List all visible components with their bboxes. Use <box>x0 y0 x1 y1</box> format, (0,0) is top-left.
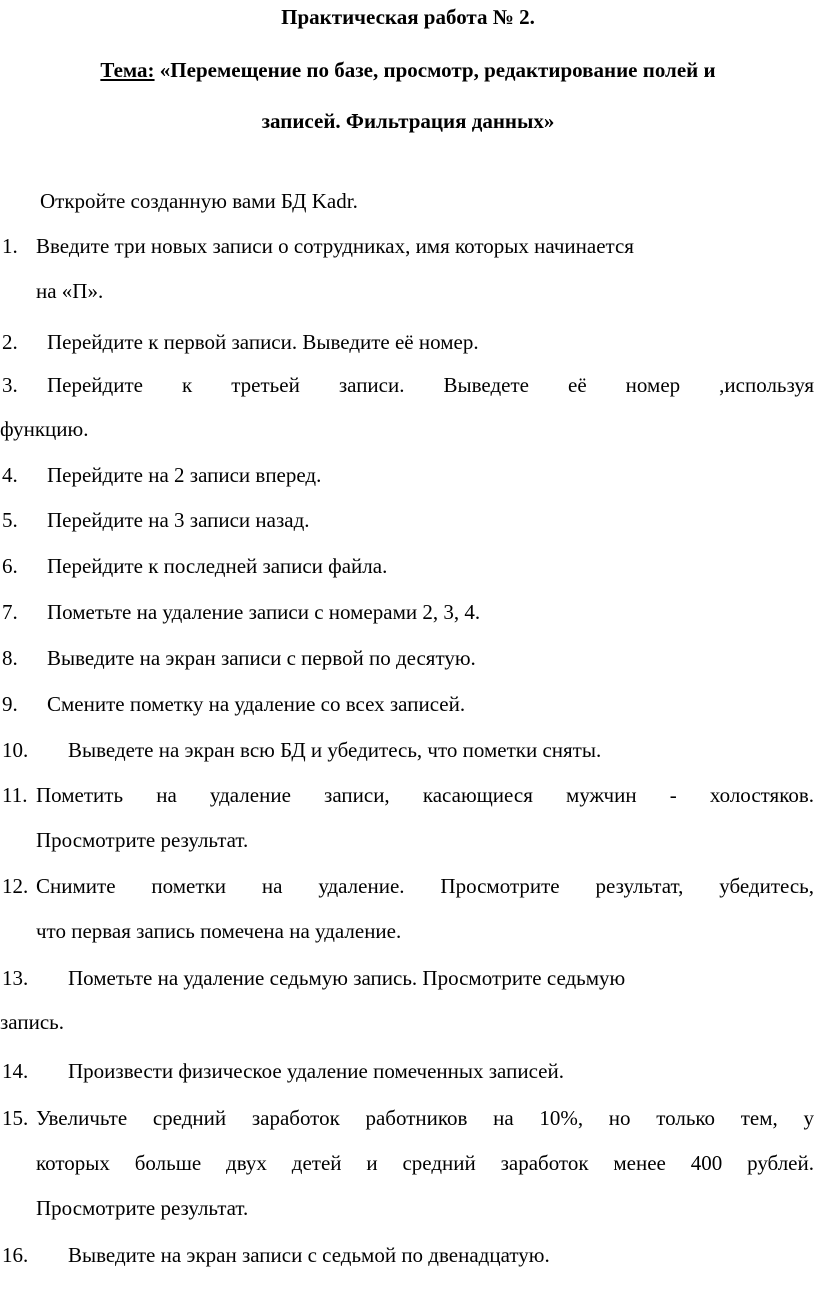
task-item-15 <box>2 1103 814 1223</box>
task-item-1 <box>0 231 816 306</box>
task-item-4 <box>2 460 321 490</box>
topic-line-1 <box>0 45 816 96</box>
task-text-line1: Перейдите к третьей записи. Выведете её номер ,используя <box>47 373 814 397</box>
task-text: Смените пометку на удаление со всех записей. <box>47 692 466 716</box>
topic-heading <box>0 45 816 147</box>
task-number: 10. <box>2 738 29 762</box>
task-text-line2: запись. <box>0 1010 64 1034</box>
task-text-line1: Пометить на удаление записи, касающиеся мужчин - холостяков. <box>36 783 814 807</box>
task-item-2 <box>2 327 479 357</box>
intro-text: Откройте созданную вами БД Kadr. <box>40 189 358 213</box>
task-text: Перейдите на 3 записи назад. <box>47 508 310 532</box>
task-item-10 <box>2 735 601 765</box>
task-line-1 <box>2 780 814 810</box>
task-number: 11. <box>2 783 28 807</box>
task-text: Пометьте на удаление записи с номерами 2, 3, 4. <box>47 600 481 624</box>
task-item-7 <box>2 597 480 627</box>
task-item-14 <box>2 1056 564 1086</box>
task-item-9 <box>2 689 465 719</box>
task-number: 6. <box>2 554 18 578</box>
task-item-11 <box>2 780 814 855</box>
task-line-1 <box>2 370 814 400</box>
task-number: 1. <box>2 234 18 258</box>
task-number: 9. <box>2 692 18 716</box>
task-text-line2: Просмотрите результат. <box>36 828 249 852</box>
task-number: 16. <box>2 1243 29 1267</box>
task-text-line2: что первая запись помечена на удаление. <box>36 919 402 943</box>
task-line-1 <box>2 963 814 993</box>
task-number: 14. <box>2 1059 29 1083</box>
task-text-line1: Увеличьте средний заработок работников на 10%, но только тем, у <box>36 1106 814 1130</box>
task-text: Перейдите к первой записи. Выведите её номер. <box>47 330 479 354</box>
task-text-line2: на «П». <box>36 279 104 303</box>
task-text: Перейдите на 2 записи вперед. <box>47 463 322 487</box>
task-line-1 <box>2 1103 814 1133</box>
task-text: Выведите на экран записи с седьмой по двенадцатую. <box>68 1243 550 1267</box>
task-item-5 <box>2 505 310 535</box>
task-item-16 <box>2 1240 550 1270</box>
task-item-8 <box>2 643 476 673</box>
topic-text-1: «Перемещение по базе, просмотр, редактирование полей и <box>159 58 716 82</box>
task-text: Выведете на экран всю БД и убедитесь, что пометки сняты. <box>68 738 602 762</box>
task-number: 8. <box>2 646 18 670</box>
task-text-line2: которых больше двух детей и средний заработок менее 400 рублей. <box>36 1151 814 1175</box>
task-line-1 <box>2 871 814 901</box>
task-number: 4. <box>2 463 18 487</box>
task-number: 3. <box>2 373 18 397</box>
task-item-12 <box>2 871 814 946</box>
task-item-6 <box>2 551 387 581</box>
task-number: 13. <box>2 966 29 990</box>
task-item-3 <box>2 370 814 444</box>
task-item-13 <box>2 963 814 1037</box>
task-number: 15. <box>2 1106 29 1130</box>
task-text-line3: Просмотрите результат. <box>36 1196 249 1220</box>
task-text: Выведите на экран записи с первой по десятую. <box>47 646 476 670</box>
task-number: 5. <box>2 508 18 532</box>
task-text-line1: Пометьте на удаление седьмую запись. Просмотрите седьмую <box>68 966 626 990</box>
page-title: Практическая работа № 2. <box>281 5 535 29</box>
task-text-line1: Снимите пометки на удаление. Просмотрите результат, убедитесь, <box>36 874 814 898</box>
task-number: 2. <box>2 330 18 354</box>
topic-label: Тема: <box>100 58 155 82</box>
task-text: Произвести физическое удаление помеченных записей. <box>68 1059 564 1083</box>
topic-line-2: записей. Фильтрация данных» <box>261 109 555 133</box>
task-number: 12. <box>2 874 29 898</box>
task-number: 7. <box>2 600 18 624</box>
task-text-line2: функцию. <box>0 417 89 441</box>
task-text: Перейдите к последней записи файла. <box>47 554 388 578</box>
task-text-line1: Введите три новых записи о сотрудниках, имя которых начинается <box>36 234 634 258</box>
